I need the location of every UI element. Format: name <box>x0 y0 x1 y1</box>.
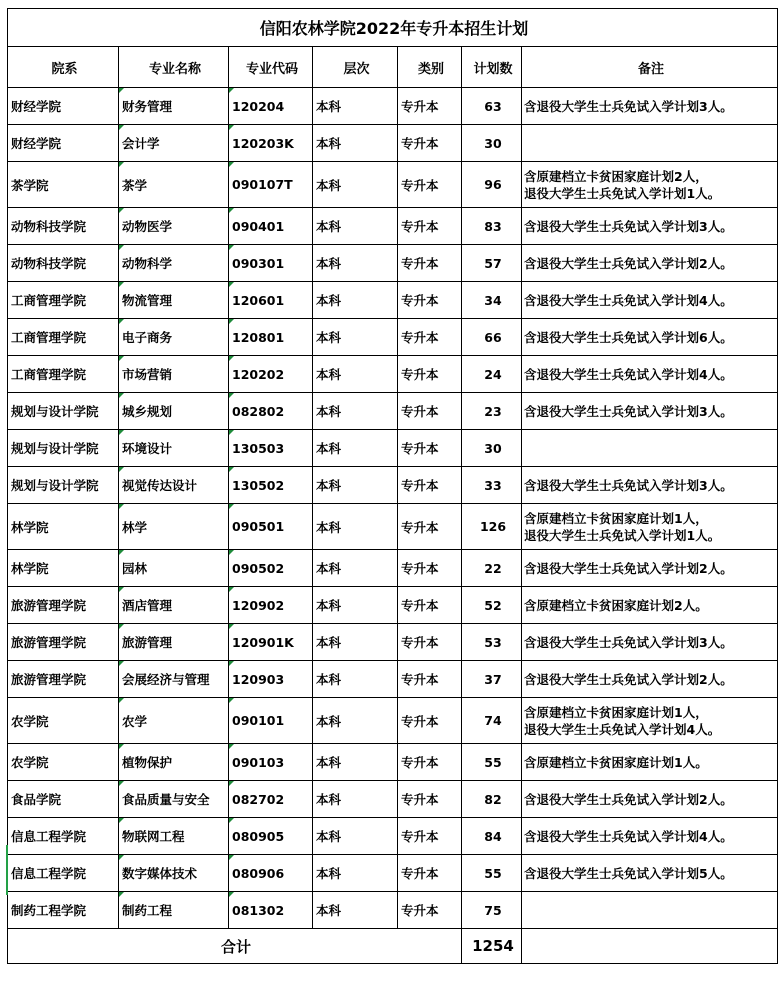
cell-dept[interactable]: 旅游管理学院 <box>8 587 119 624</box>
cell-dept[interactable]: 旅游管理学院 <box>8 661 119 698</box>
cell-major[interactable]: 动物医学 <box>119 208 229 245</box>
header-count[interactable]: 计划数 <box>462 47 522 88</box>
table-row <box>8 393 778 430</box>
note-line: 含退役大学生士兵免试入学计划2人。 <box>524 560 733 576</box>
cell-type[interactable]: 专升本 <box>398 430 462 467</box>
cell-dept[interactable]: 财经学院 <box>8 125 119 162</box>
cell-type[interactable]: 专升本 <box>398 818 462 855</box>
cell-dept[interactable]: 信息工程学院 <box>8 818 119 855</box>
table-row <box>8 319 778 356</box>
note-line: 含退役大学生士兵免试入学计划4人。 <box>524 292 733 308</box>
cell-type[interactable]: 专升本 <box>398 624 462 661</box>
cell-code[interactable]: 082702 <box>229 781 313 818</box>
cell-count[interactable]: 30 <box>462 125 522 162</box>
cell-major[interactable]: 环境设计 <box>119 430 229 467</box>
cell-count[interactable]: 74 <box>462 698 522 744</box>
cell-dept[interactable]: 规划与设计学院 <box>8 430 119 467</box>
table-row <box>8 661 778 698</box>
cell-count[interactable]: 34 <box>462 282 522 319</box>
table-row <box>8 855 778 892</box>
table-row <box>8 892 778 929</box>
cell-dept[interactable]: 农学院 <box>8 698 119 744</box>
cell-count[interactable]: 55 <box>462 744 522 781</box>
cell-count[interactable]: 52 <box>462 587 522 624</box>
cell-dept[interactable]: 规划与设计学院 <box>8 467 119 504</box>
cell-code[interactable]: 090101 <box>229 698 313 744</box>
table-row <box>8 282 778 319</box>
note-line: 含退役大学生士兵免试入学计划3人。 <box>524 218 733 234</box>
cell-level[interactable]: 本科 <box>313 624 398 661</box>
cell-count[interactable]: 82 <box>462 781 522 818</box>
cell-level[interactable]: 本科 <box>313 430 398 467</box>
table-row <box>8 356 778 393</box>
cell-count[interactable]: 126 <box>462 504 522 550</box>
cell-code[interactable]: 080906 <box>229 855 313 892</box>
cell-major[interactable]: 林学 <box>119 504 229 550</box>
table-row <box>8 624 778 661</box>
cell-note[interactable] <box>522 356 778 393</box>
note-line: 含退役大学生士兵免试入学计划3人。 <box>524 634 733 650</box>
cell-dept[interactable]: 工商管理学院 <box>8 282 119 319</box>
cell-dept[interactable]: 制药工程学院 <box>8 892 119 929</box>
cell-dept[interactable]: 茶学院 <box>8 162 119 208</box>
total-row <box>8 929 778 964</box>
cell-note[interactable] <box>522 467 778 504</box>
cell-type[interactable]: 专升本 <box>398 744 462 781</box>
cell-type[interactable]: 专升本 <box>398 698 462 744</box>
cell-note[interactable] <box>522 245 778 282</box>
table-row <box>8 781 778 818</box>
header-code[interactable]: 专业代码 <box>229 47 313 88</box>
cell-type[interactable]: 专升本 <box>398 855 462 892</box>
cell-code[interactable]: 090401 <box>229 208 313 245</box>
cell-level[interactable]: 本科 <box>313 587 398 624</box>
cell-level[interactable]: 本科 <box>313 550 398 587</box>
cell-note[interactable] <box>522 624 778 661</box>
header-level[interactable]: 层次 <box>313 47 398 88</box>
cell-dept[interactable]: 动物科技学院 <box>8 208 119 245</box>
cell-type[interactable]: 专升本 <box>398 781 462 818</box>
cell-note[interactable] <box>522 504 778 550</box>
cell-major[interactable]: 旅游管理 <box>119 624 229 661</box>
cell-note[interactable] <box>522 125 778 162</box>
cell-note[interactable] <box>522 855 778 892</box>
cell-code[interactable]: 120903 <box>229 661 313 698</box>
cell-count[interactable]: 33 <box>462 467 522 504</box>
note-line: 含退役大学生士兵免试入学计划5人。 <box>524 865 733 881</box>
cell-note[interactable] <box>522 744 778 781</box>
cell-dept[interactable]: 林学院 <box>8 550 119 587</box>
note-line: 含退役大学生士兵免试入学计划2人。 <box>524 255 733 271</box>
cell-note[interactable] <box>522 892 778 929</box>
cell-code[interactable]: 080905 <box>229 818 313 855</box>
cell-code[interactable]: 120801 <box>229 319 313 356</box>
cell-level[interactable]: 本科 <box>313 208 398 245</box>
cell-type[interactable]: 专升本 <box>398 661 462 698</box>
table-row <box>8 587 778 624</box>
cell-note[interactable] <box>522 818 778 855</box>
cell-major[interactable]: 市场营销 <box>119 356 229 393</box>
cell-count[interactable]: 37 <box>462 661 522 698</box>
note-line: 含原建档立卡贫困家庭计划2人， <box>524 168 708 184</box>
cell-type[interactable]: 专升本 <box>398 88 462 125</box>
cell-count[interactable]: 84 <box>462 818 522 855</box>
table-row <box>8 744 778 781</box>
cell-major[interactable]: 酒店管理 <box>119 587 229 624</box>
cell-code[interactable]: 120202 <box>229 356 313 393</box>
cell-code[interactable]: 130503 <box>229 430 313 467</box>
cell-note[interactable] <box>522 88 778 125</box>
cell-dept[interactable]: 动物科技学院 <box>8 245 119 282</box>
cell-code[interactable]: 130502 <box>229 467 313 504</box>
cell-note[interactable] <box>522 282 778 319</box>
note-line: 含原建档立卡贫困家庭计划1人， <box>524 704 708 720</box>
cell-note[interactable] <box>522 393 778 430</box>
cell-count[interactable]: 63 <box>462 88 522 125</box>
cell-note[interactable] <box>522 430 778 467</box>
cell-count[interactable]: 57 <box>462 245 522 282</box>
cell-code[interactable]: 120601 <box>229 282 313 319</box>
cell-major[interactable]: 物流管理 <box>119 282 229 319</box>
cell-count[interactable]: 96 <box>462 162 522 208</box>
table-row <box>8 208 778 245</box>
cell-major[interactable]: 会计学 <box>119 125 229 162</box>
table-row <box>8 88 778 125</box>
header-major[interactable]: 专业名称 <box>119 47 229 88</box>
cell-code[interactable]: 090107T <box>229 162 313 208</box>
cell-dept[interactable]: 工商管理学院 <box>8 356 119 393</box>
cell-type[interactable]: 专升本 <box>398 504 462 550</box>
cell-level[interactable]: 本科 <box>313 855 398 892</box>
cell-level[interactable]: 本科 <box>313 125 398 162</box>
cell-dept[interactable]: 信息工程学院 <box>8 855 119 892</box>
cell-note[interactable] <box>522 162 778 208</box>
cell-code[interactable]: 090103 <box>229 744 313 781</box>
cell-code[interactable]: 090502 <box>229 550 313 587</box>
header-note[interactable]: 备注 <box>522 47 778 88</box>
cell-dept[interactable]: 林学院 <box>8 504 119 550</box>
cell-major[interactable]: 会展经济与管理 <box>119 661 229 698</box>
note-line: 含原建档立卡贫困家庭计划2人。 <box>524 597 708 613</box>
cell-major[interactable]: 植物保护 <box>119 744 229 781</box>
cell-type[interactable]: 专升本 <box>398 162 462 208</box>
note-line: 退役大学生士兵免试入学计划1人。 <box>524 527 721 543</box>
cell-level[interactable]: 本科 <box>313 319 398 356</box>
cell-level[interactable]: 本科 <box>313 393 398 430</box>
cell-type[interactable]: 专升本 <box>398 467 462 504</box>
table-row <box>8 125 778 162</box>
cell-level[interactable]: 本科 <box>313 504 398 550</box>
cell-code[interactable]: 120902 <box>229 587 313 624</box>
cell-major[interactable]: 物联网工程 <box>119 818 229 855</box>
cell-note[interactable] <box>522 319 778 356</box>
cell-major[interactable]: 园林 <box>119 550 229 587</box>
cell-code[interactable]: 081302 <box>229 892 313 929</box>
note-line: 退役大学生士兵免试入学计划4人。 <box>524 721 721 737</box>
cell-major[interactable]: 数字媒体技术 <box>119 855 229 892</box>
table-row <box>8 818 778 855</box>
cell-note[interactable] <box>522 698 778 744</box>
cell-type[interactable]: 专升本 <box>398 125 462 162</box>
cell-note[interactable] <box>522 781 778 818</box>
cell-code[interactable]: 120203K <box>229 125 313 162</box>
cell-count[interactable]: 66 <box>462 319 522 356</box>
note-line: 含退役大学生士兵免试入学计划6人。 <box>524 329 733 345</box>
cell-major[interactable]: 动物科学 <box>119 245 229 282</box>
note-line: 含退役大学生士兵免试入学计划3人。 <box>524 477 733 493</box>
header-type[interactable]: 类别 <box>398 47 462 88</box>
cell-level[interactable]: 本科 <box>313 892 398 929</box>
cell-level[interactable]: 本科 <box>313 467 398 504</box>
cell-level[interactable]: 本科 <box>313 88 398 125</box>
table-row <box>8 504 778 550</box>
cell-count[interactable]: 83 <box>462 208 522 245</box>
cell-note[interactable] <box>522 587 778 624</box>
cell-count[interactable]: 24 <box>462 356 522 393</box>
selection-marker <box>6 845 8 895</box>
note-line: 含退役大学生士兵免试入学计划4人。 <box>524 828 733 844</box>
cell-major[interactable]: 视觉传达设计 <box>119 467 229 504</box>
cell-note[interactable] <box>522 661 778 698</box>
cell-count[interactable]: 53 <box>462 624 522 661</box>
note-line: 含退役大学生士兵免试入学计划2人。 <box>524 791 733 807</box>
cell-major[interactable]: 食品质量与安全 <box>119 781 229 818</box>
header-row <box>8 47 778 88</box>
cell-dept[interactable]: 规划与设计学院 <box>8 393 119 430</box>
cell-type[interactable]: 专升本 <box>398 393 462 430</box>
cell-major[interactable]: 制药工程 <box>119 892 229 929</box>
table-row <box>8 698 778 744</box>
cell-count[interactable]: 22 <box>462 550 522 587</box>
cell-dept[interactable]: 财经学院 <box>8 88 119 125</box>
note-line: 含原建档立卡贫困家庭计划1人， <box>524 510 708 526</box>
cell-note[interactable] <box>522 208 778 245</box>
table-row <box>8 550 778 587</box>
cell-major[interactable]: 农学 <box>119 698 229 744</box>
cell-dept[interactable]: 农学院 <box>8 744 119 781</box>
table-row <box>8 162 778 208</box>
table-row <box>8 430 778 467</box>
cell-count[interactable]: 75 <box>462 892 522 929</box>
cell-level[interactable]: 本科 <box>313 661 398 698</box>
cell-level[interactable]: 本科 <box>313 282 398 319</box>
cell-code[interactable]: 090501 <box>229 504 313 550</box>
note-line: 含退役大学生士兵免试入学计划3人。 <box>524 98 733 114</box>
cell-level[interactable]: 本科 <box>313 245 398 282</box>
cell-note[interactable] <box>522 550 778 587</box>
enrollment-plan-table <box>7 8 778 964</box>
cell-level[interactable]: 本科 <box>313 818 398 855</box>
title-row <box>8 9 778 47</box>
cell-major[interactable]: 电子商务 <box>119 319 229 356</box>
cell-type[interactable]: 专升本 <box>398 282 462 319</box>
cell-level[interactable]: 本科 <box>313 698 398 744</box>
cell-type[interactable]: 专升本 <box>398 892 462 929</box>
cell-code[interactable]: 082802 <box>229 393 313 430</box>
cell-dept[interactable]: 工商管理学院 <box>8 319 119 356</box>
cell-major[interactable]: 财务管理 <box>119 88 229 125</box>
cell-type[interactable]: 专升本 <box>398 245 462 282</box>
table-title[interactable]: 信阳农林学院2022年专升本招生计划 <box>8 9 778 47</box>
cell-type[interactable]: 专升本 <box>398 587 462 624</box>
cell-type[interactable]: 专升本 <box>398 356 462 393</box>
cell-type[interactable]: 专升本 <box>398 550 462 587</box>
cell-code[interactable]: 120901K <box>229 624 313 661</box>
header-dept[interactable]: 院系 <box>8 47 119 88</box>
cell-count[interactable]: 30 <box>462 430 522 467</box>
cell-level[interactable]: 本科 <box>313 356 398 393</box>
cell-count[interactable]: 23 <box>462 393 522 430</box>
note-line: 含退役大学生士兵免试入学计划4人。 <box>524 366 733 382</box>
note-line: 含退役大学生士兵免试入学计划3人。 <box>524 403 733 419</box>
total-value[interactable]: 1254 <box>462 929 522 964</box>
cell-level[interactable]: 本科 <box>313 781 398 818</box>
total-label[interactable]: 合计 <box>8 929 462 964</box>
cell-level[interactable]: 本科 <box>313 744 398 781</box>
cell-level[interactable]: 本科 <box>313 162 398 208</box>
cell-dept[interactable]: 旅游管理学院 <box>8 624 119 661</box>
cell-type[interactable]: 专升本 <box>398 208 462 245</box>
note-line: 含原建档立卡贫困家庭计划1人。 <box>524 754 708 770</box>
cell-dept[interactable]: 食品学院 <box>8 781 119 818</box>
total-note[interactable] <box>522 929 778 964</box>
note-line: 含退役大学生士兵免试入学计划2人。 <box>524 671 733 687</box>
cell-major[interactable]: 城乡规划 <box>119 393 229 430</box>
cell-major[interactable]: 茶学 <box>119 162 229 208</box>
cell-type[interactable]: 专升本 <box>398 319 462 356</box>
cell-count[interactable]: 55 <box>462 855 522 892</box>
table-row <box>8 467 778 504</box>
cell-code[interactable]: 090301 <box>229 245 313 282</box>
table-row <box>8 245 778 282</box>
cell-code[interactable]: 120204 <box>229 88 313 125</box>
note-line: 退役大学生士兵免试入学计划1人。 <box>524 185 721 201</box>
